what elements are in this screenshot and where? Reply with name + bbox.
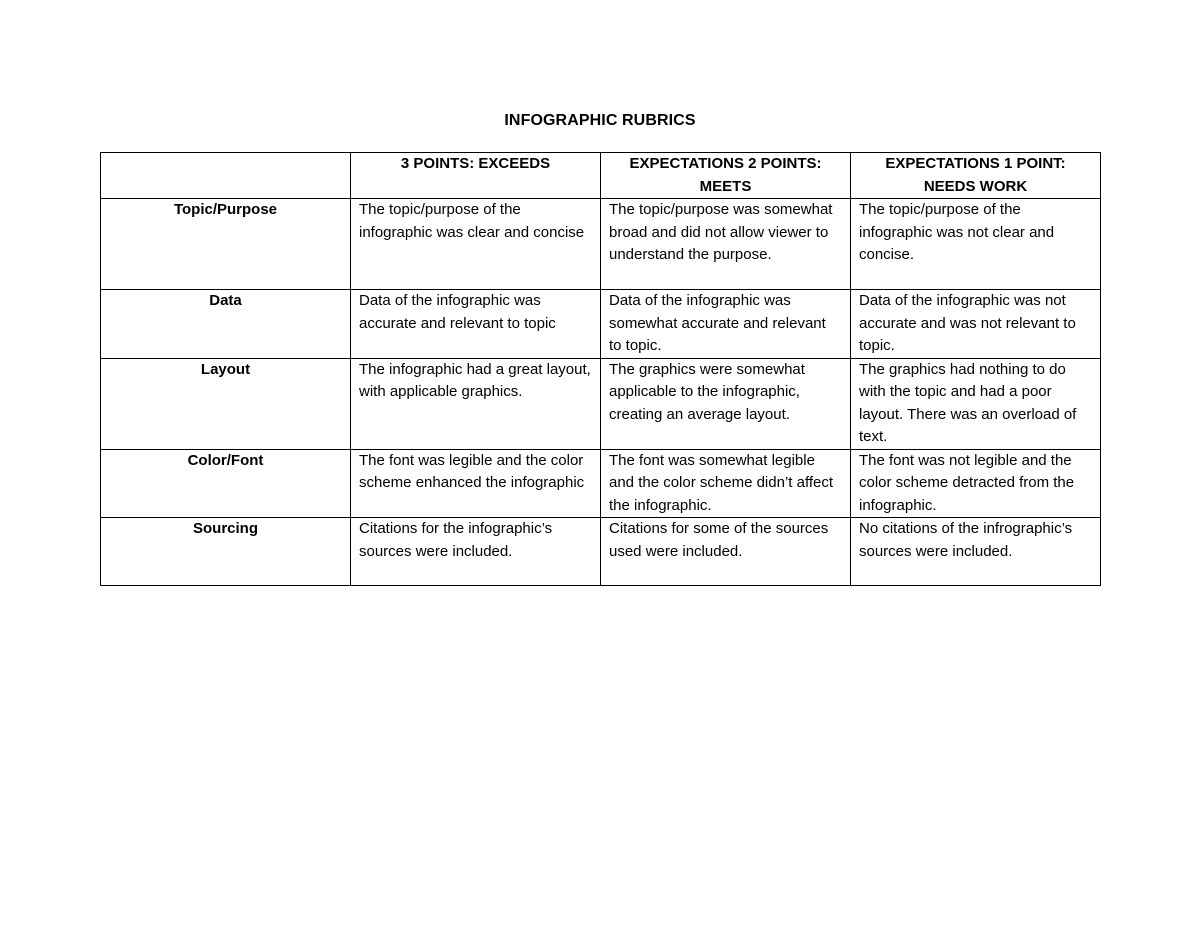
header-cell-exceeds: 3 POINTS: EXCEEDS — [351, 153, 601, 199]
exceeds-cell: Citations for the infographic’s sources were included. — [351, 518, 601, 586]
table-header-row — [101, 153, 1101, 199]
table-row — [101, 449, 1101, 518]
header-cell-criterion — [101, 153, 351, 199]
exceeds-cell: The font was legible and the color scheme enhanced the infographic — [351, 449, 601, 518]
exceeds-cell: The topic/purpose of the infographic was clear and concise — [351, 199, 601, 290]
meets-cell: The topic/purpose was somewhat broad and did not allow viewer to understand the purpose. — [601, 199, 851, 290]
needs-work-cell: Data of the infographic was not accurate and was not relevant to topic. — [851, 290, 1101, 359]
header-cell-meets: EXPECTATIONS 2 POINTS: MEETS — [601, 153, 851, 199]
meets-cell: Data of the infographic was somewhat accurate and relevant to topic. — [601, 290, 851, 359]
exceeds-cell: Data of the infographic was accurate and relevant to topic — [351, 290, 601, 359]
table-row — [101, 199, 1101, 290]
criterion-cell: Sourcing — [101, 518, 351, 586]
meets-cell: The font was somewhat legible and the color scheme didn’t affect the infographic. — [601, 449, 851, 518]
needs-work-cell: The topic/purpose of the infographic was not clear and concise. — [851, 199, 1101, 290]
table-row — [101, 358, 1101, 449]
header-cell-needs-work: EXPECTATIONS 1 POINT: NEEDS WORK — [851, 153, 1101, 199]
criterion-cell: Layout — [101, 358, 351, 449]
criterion-cell: Color/Font — [101, 449, 351, 518]
table-row — [101, 518, 1101, 586]
page-title: INFOGRAPHIC RUBRICS — [504, 112, 696, 129]
exceeds-cell: The infographic had a great layout, with applicable graphics. — [351, 358, 601, 449]
rubric-table — [100, 152, 1101, 586]
needs-work-cell: No citations of the infrographic’s sources were included. — [851, 518, 1101, 586]
criterion-cell: Data — [101, 290, 351, 359]
needs-work-cell: The font was not legible and the color scheme detracted from the infographic. — [851, 449, 1101, 518]
criterion-cell: Topic/Purpose — [101, 199, 351, 290]
needs-work-cell: The graphics had nothing to do with the topic and had a poor layout. There was an overload of text. — [851, 358, 1101, 449]
meets-cell: The graphics were somewhat applicable to the infographic, creating an average layout. — [601, 358, 851, 449]
table-row — [101, 290, 1101, 359]
meets-cell: Citations for some of the sources used were included. — [601, 518, 851, 586]
